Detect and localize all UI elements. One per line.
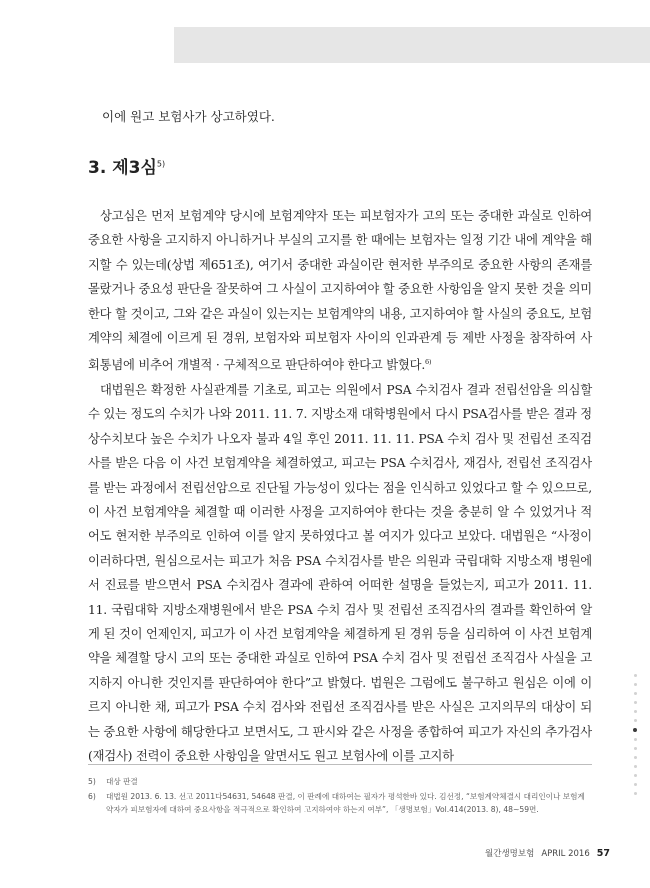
page-indicator-dot	[634, 674, 637, 677]
page-indicator-dot	[634, 774, 637, 777]
paragraph-2	[88, 378, 592, 769]
page-indicator-dot	[634, 756, 637, 759]
footnote-ref-6: 6)	[425, 358, 432, 367]
page-indicator-dot	[634, 783, 637, 786]
page-indicator-dot	[634, 692, 637, 695]
section-title: 3. 제3심	[88, 158, 157, 178]
footnote-divider	[88, 764, 592, 765]
section-heading	[88, 153, 165, 178]
footnote-number: 6)	[88, 792, 96, 801]
footnotes	[88, 775, 592, 818]
page-indicator-dot	[634, 747, 637, 750]
page-indicator-dot	[634, 719, 637, 722]
footnote-text: 대법원 2013. 6. 13. 선고 2011다54631, 54648 판결, 이 판례에 대하여는 필자가 평석한바 있다. 김선정, “보험계약체결시 대리인이나 보험계약자가 피보험자에 대하여 중요사항을 적극적으로 확인하여 고지하여야 하는지 여부”, 「생명보험」Vol.414(2013. 8), 48~59면.	[106, 792, 585, 814]
page-indicator-dot	[634, 738, 637, 741]
side-page-indicator	[631, 671, 639, 798]
page-footer	[485, 847, 610, 859]
footnote-6	[88, 790, 592, 816]
issue-label: APRIL 2016	[541, 849, 590, 859]
page-indicator-dot	[634, 683, 637, 686]
page-indicator-dot	[634, 765, 637, 768]
footnote-number: 5)	[88, 777, 96, 786]
page-indicator-dot	[634, 701, 637, 704]
paragraph-1-text: 상고심은 먼저 보험계약 당시에 보험계약자 또는 피보험자가 고의 또는 중대한 과실로 인하여 중요한 사항을 고지하지 아니하거나 부실의 고지를 한 때에는 보험자는 일정 기간 내에 계약을 해지할 수 있는데(상법 제651조), 여기서 중대한 과실이란 현저한 부주의로 중요한 사항의 존재를 몰랐거나 중요성 판단을 잘못하여 그 사실이 고지하여야 할 중요한 사항임을 알지 못한 것을 의미한다 할 것이고, 그와 같은 과실이 있는지는 보험계약의 내용, 고지하여야 할 사실의 중요도, 보험계약의 체결에 이르게 된 경위, 보험자와 피보험자 사이의 인과관계 등 제반 사정을 참작하여 사회통념에 비추어 개별적 · 구체적으로 판단하여야 한다고 밝혔다.	[88, 209, 592, 373]
page-indicator-dot	[634, 710, 637, 713]
intro-line: 이에 원고 보험사가 상고하였다.	[102, 109, 275, 124]
footnote-ref-5: 5)	[156, 159, 166, 169]
header-bar	[174, 27, 650, 63]
body-text	[88, 204, 592, 768]
paragraph-1	[88, 204, 592, 378]
paragraph-2-text: 대법원은 확정한 사실관계를 기초로, 피고는 의원에서 PSA 수치검사 결과 전립선암을 의심할 수 있는 정도의 수치가 나와 2011. 11. 7. 지방소재 대학병원에서 다시 PSA검사를 받은 결과 정상수치보다 높은 수치가 나오자 불과 4일 후인 2011. 11. 11. PSA 수치 검사 및 전립선 조직검사를 받은 다음 이 사건 보험계약을 체결하였고, 피고는 PSA 수치검사, 재검사, 전립선 조직검사를 받는 과정에서 전립선암으로 진단될 가능성이 있다는 점을 인식하고 있었다고 할 수 있으므로, 이 사건 보험계약을 체결할 때 이러한 사정을 고지하여야 한다는 것을 충분히 알 수 있었거나 적어도 현저한 부주의로 인하여 이를 알지 못하였다고 볼 여지가 있다고 보았다. 대법원은 “사정이 이러하다면, 원심으로서는 피고가 처음 PSA 수치검사를 받은 의원과 국립대학 지방소재 병원에서 진료를 받으면서 PSA 수치검사 결과에 관하여 어떠한 설명을 들었는지, 피고가 2011. 11. 11. 국립대학 지방소재병원에서 받은 PSA 수치 검사 및 전립선 조직검사의 결과를 확인하여 알게 된 것이 언제인지, 피고가 이 사건 보험계약을 체결하게 된 경위 등을 심리하여 이 사건 보험계약을 체결할 당시 고의 또는 중대한 과실로 인하여 PSA 수치 검사 및 전립선 조직검사 사실을 고지하지 아니한 것인지를 판단하여야 한다”고 밝혔다. 법원은 그럼에도 불구하고 원심은 이에 이르지 아니한 채, 피고가 PSA 수치 검사와 전립선 조직검사를 받은 사실은 고지의무의 대상이 되는 중요한 사항에 해당한다고 보면서도, 그 판시와 같은 사정을 종합하여 피고가 자신의 추가검사(재검사) 전력이 중요한 사항임을 알면서도 원고 보험사에 이를 고지하	[88, 382, 592, 764]
footnote-text: 대상 판결	[106, 777, 138, 786]
magazine-name: 월간생명보험	[485, 849, 535, 859]
page-indicator-dot	[634, 792, 637, 795]
page-indicator-dot-active	[633, 728, 637, 732]
page-number: 57	[596, 848, 610, 859]
footnote-5	[88, 775, 592, 788]
